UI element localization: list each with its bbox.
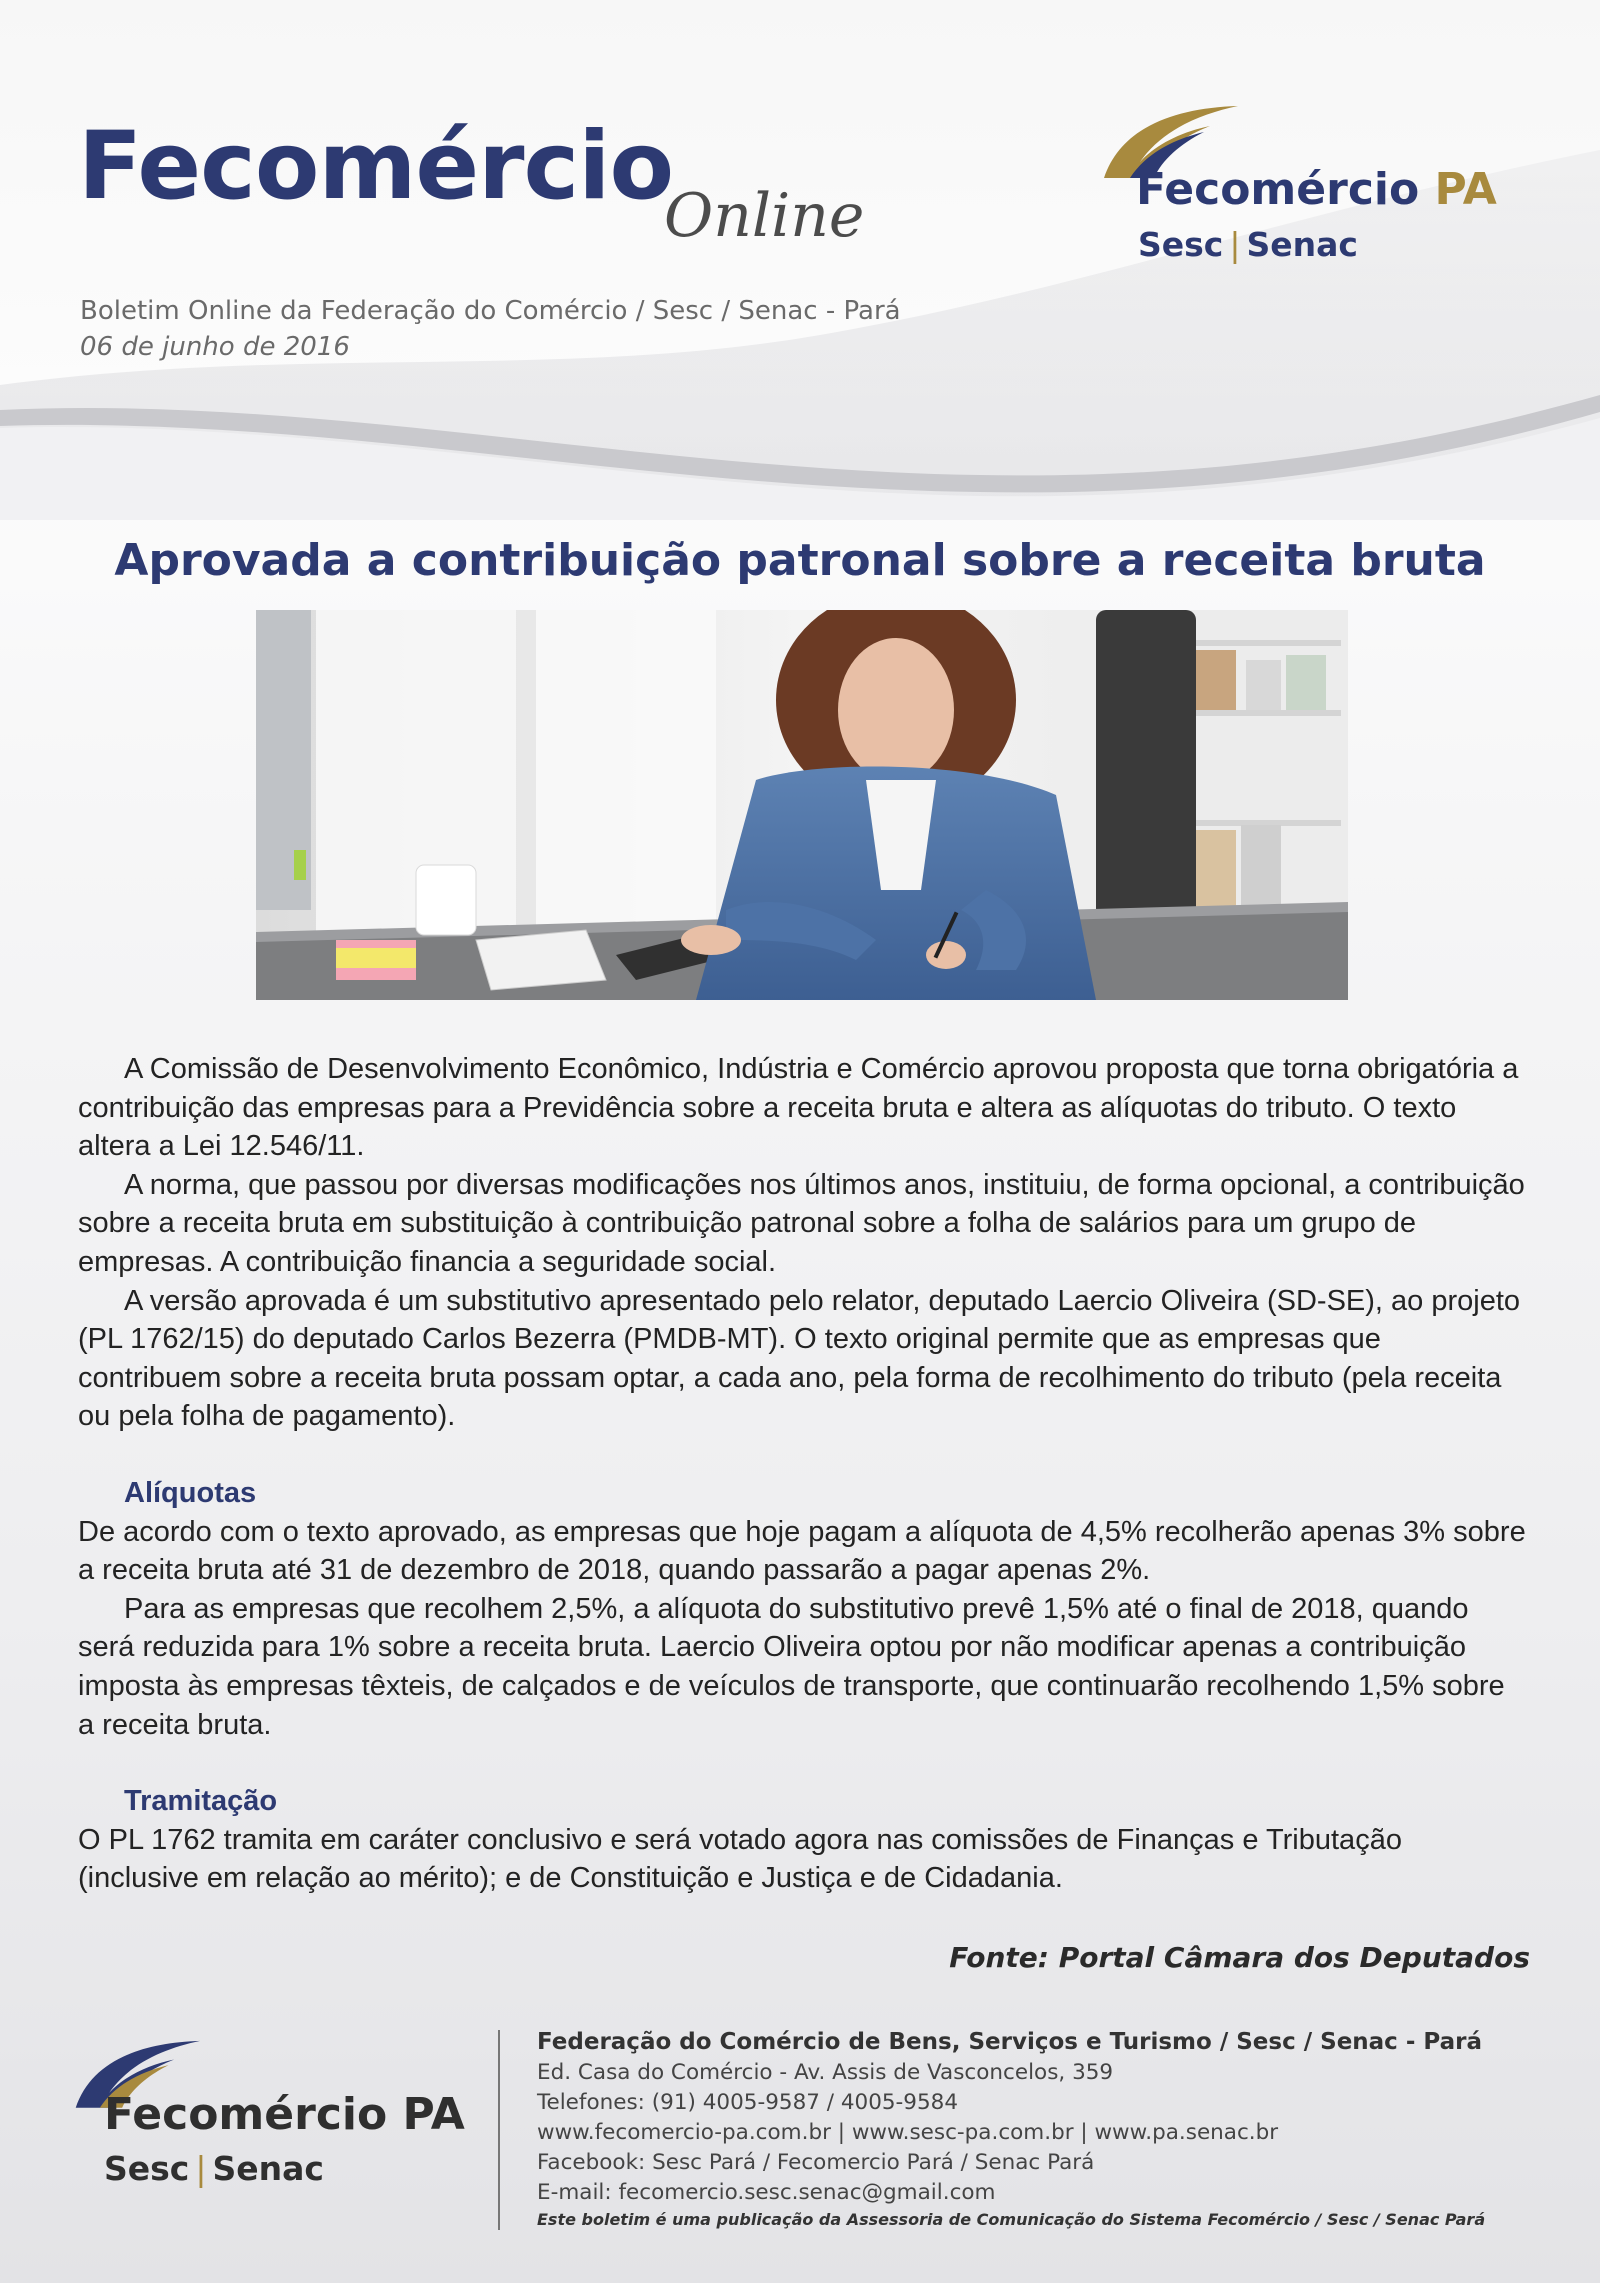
header-logo-senac: Senac	[1246, 225, 1358, 264]
article-paragraph: O PL 1762 tramita em caráter conclusivo e será votado agora nas comissões de Finanças e Tributação (inclusive em relação ao mérito); e de Constituição e Justiça e de Cidadania.	[78, 1823, 1402, 1895]
footer-contact-info	[537, 2026, 1557, 2232]
masthead-title: Fecomércio	[78, 112, 674, 221]
section-heading-aliquotas: Alíquotas	[124, 1476, 257, 1509]
footer-websites: www.fecomercio-pa.com.br | www.sesc-pa.com.br | www.pa.senac.br	[537, 2120, 1279, 2145]
header-logo-sesc: Sesc	[1138, 225, 1224, 264]
bulletin-subtitle: Boletim Online da Federação do Comércio / Sesc / Senac - Pará	[80, 296, 901, 326]
header-logo-main: Fecomércio	[1136, 164, 1420, 215]
footer-publication-note: Este boletim é uma publicação da Assessoria de Comunicação do Sistema Fecomércio / Sesc / Senac Pará	[537, 2210, 1486, 2229]
footer-logo-sesc: Sesc	[104, 2149, 190, 2188]
header-logo-subbrands	[1138, 225, 1358, 264]
header-wave-decoration	[0, 0, 1600, 520]
masthead-online-script: Online	[664, 181, 865, 251]
article-paragraph: De acordo com o texto aprovado, as empresas que hoje pagam a alíquota de 4,5% recolherão apenas 3% sobre a receita bruta até 31 de dezembro de 2018, quando passarão a pagar apenas 2%.	[78, 1515, 1526, 1587]
article-paragraph: A Comissão de Desenvolvimento Econômico, Indústria e Comércio aprovou proposta que torna obrigatória a contribuição das empresas para a Previdência sobre a receita bruta e altera as alíquotas do tributo. O texto altera a Lei 12.546/11.	[78, 1053, 1519, 1163]
article-title: Aprovada a contribuição patronal sobre a receita bruta	[114, 535, 1486, 586]
footer-divider	[498, 2030, 500, 2230]
paragraph-gap	[78, 1436, 1528, 1474]
article-source: Fonte: Portal Câmara dos Deputados	[949, 1941, 1530, 1974]
footer-logo-senac: Senac	[212, 2149, 324, 2188]
article-paragraph: Para as empresas que recolhem 2,5%, a alíquota do substitutivo prevê 1,5% até o final de 2018, quando será reduzida para 1% sobre a receita bruta. Laercio Oliveira optou por não modificar apenas a contribuição imposta às empresas têxteis, de calçados e de veículos de transporte, que continuarão recolhendo 1,5% sobre a receita bruta.	[78, 1592, 1505, 1741]
footer-facebook: Facebook: Sesc Pará / Fecomercio Pará / Senac Pará	[537, 2150, 1095, 2175]
footer-logo-separator: |	[195, 2149, 207, 2188]
header-logo-pa: PA	[1434, 164, 1497, 215]
header-logo-wordmark	[1136, 164, 1497, 215]
article-paragraph: A norma, que passou por diversas modificações nos últimos anos, instituiu, de forma opcional, a contribuição sobre a receita bruta em substituição à contribuição patronal sobre a folha de salários para um grupo de empresas. A contribuição financia a seguridade social.	[78, 1168, 1525, 1278]
paragraph-gap	[78, 1744, 1528, 1782]
article-photo	[256, 610, 1348, 1000]
section-heading-tramitacao: Tramitação	[124, 1785, 278, 1818]
footer-logo-main: Fecomércio	[104, 2089, 388, 2140]
footer-organization: Federação do Comércio de Bens, Serviços e Turismo / Sesc / Senac - Pará	[537, 2029, 1482, 2055]
article-body	[78, 1050, 1528, 1898]
bulletin-date: 06 de junho de 2016	[80, 332, 350, 362]
article-paragraph: A versão aprovada é um substitutivo apresentado pelo relator, deputado Laercio Oliveira (SD-SE), ao projeto (PL 1762/15) do deputado Carlos Bezerra (PMDB-MT). O texto original permite que as empresas que contribuem sobre a receita bruta possam optar, a cada ano, pela forma de recolhimento do tributo (pela receita ou pela folha de pagamento).	[78, 1284, 1521, 1433]
footer-logo-pa: PA	[402, 2089, 465, 2140]
footer-email: E-mail: fecomercio.sesc.senac@gmail.com	[537, 2180, 996, 2205]
footer-logo-subbrands	[104, 2149, 324, 2188]
footer-phones: Telefones: (91) 4005-9587 / 4005-9584	[537, 2090, 959, 2115]
header-logo-separator: |	[1229, 225, 1241, 264]
footer-logo-wordmark	[104, 2089, 465, 2140]
footer-address: Ed. Casa do Comércio - Av. Assis de Vasconcelos, 359	[537, 2060, 1114, 2085]
